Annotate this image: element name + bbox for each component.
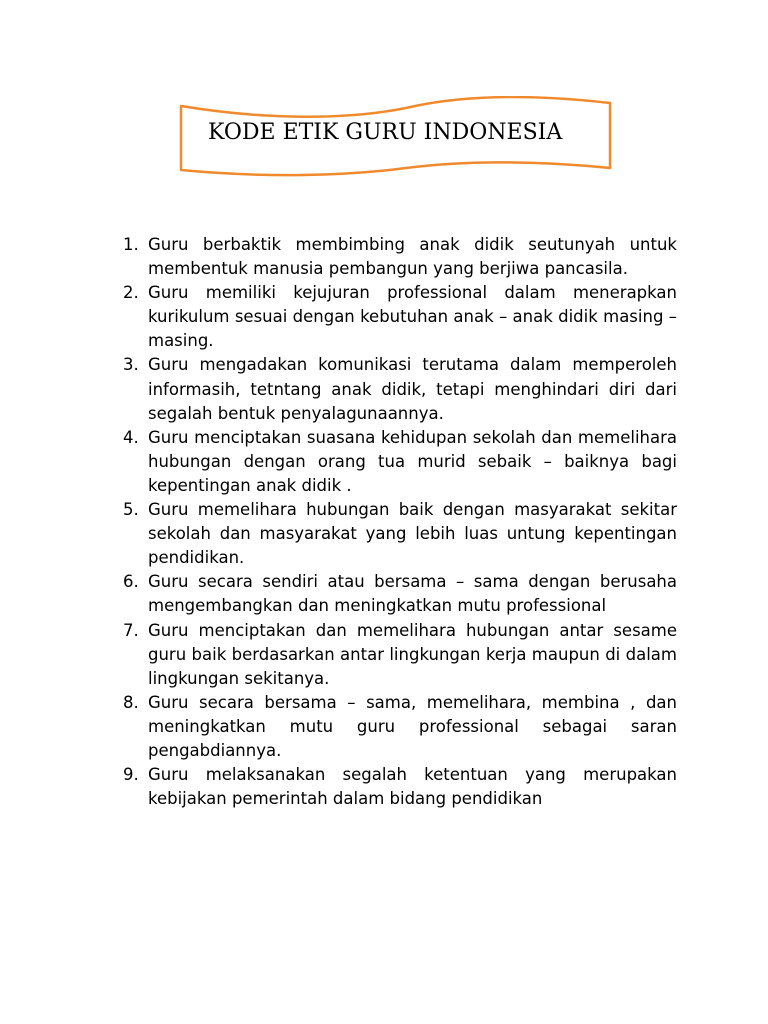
list-item-text: Guru menciptakan suasana kehidupan sekolah dan memelihara hubungan dengan orang tua murid sebaik – baiknya bagi kepentingan anak didik . [148, 427, 677, 495]
list-item-number: 8. [123, 692, 139, 712]
list-item-text: Guru memelihara hubungan baik dengan masyarakat sekitar sekolah dan masyarakat yang lebih luas untung kepentingan pendidikan. [148, 500, 677, 568]
list-item-number: 5. [123, 500, 139, 520]
list-item [118, 426, 677, 498]
list-item-number: 7. [123, 620, 139, 640]
list-item [118, 233, 677, 281]
list-item-number: 2. [123, 283, 139, 303]
list-item-text: Guru melaksanakan segalah ketentuan yang merupakan kebijakan pemerintah dalam bidang pendidikan [148, 765, 677, 809]
title-banner [176, 96, 616, 178]
list-item-text: Guru secara sendiri atau bersama – sama dengan berusaha mengembangkan dan meningkatkan mutu professional [148, 572, 677, 616]
list-item [118, 763, 677, 811]
list-item-text: Guru menciptakan dan memelihara hubungan antar sesame guru baik berdasarkan antar lingkungan kerja maupun di dalam lingkungan sekitanya. [148, 620, 677, 688]
list-item [118, 570, 677, 618]
list-item-number: 1. [123, 235, 139, 254]
list-item-number: 3. [123, 355, 139, 375]
list-item-number: 6. [123, 572, 139, 592]
list-item-number: 9. [123, 765, 139, 785]
list-item-text: Guru mengadakan komunikasi terutama dalam memperoleh informasih, tetntang anak didik, tetapi menghindari diri dari segalah bentuk penyalagunaannya. [148, 355, 677, 423]
page-title: KODE ETIK GURU INDONESIA [208, 120, 563, 145]
list-item-text: Guru berbaktik membimbing anak didik seutunyah untuk membentuk manusia pembangun yang berjiwa pancasila. [148, 235, 677, 279]
list-item [118, 619, 677, 691]
list-item-text: Guru memiliki kejujuran professional dalam menerapkan kurikulum sesuai dengan kebutuhan anak – anak didik masing – masing. [148, 283, 677, 351]
list-item [118, 353, 677, 425]
list-item-text: Guru secara bersama – sama, memelihara, membina , dan meningkatkan mutu guru professional sebagai saran pengabdiannya. [148, 692, 677, 760]
list-item [118, 691, 677, 763]
list-item-number: 4. [123, 427, 139, 447]
list-item [118, 281, 677, 353]
list-item [118, 498, 677, 570]
code-of-ethics-list [118, 233, 677, 811]
